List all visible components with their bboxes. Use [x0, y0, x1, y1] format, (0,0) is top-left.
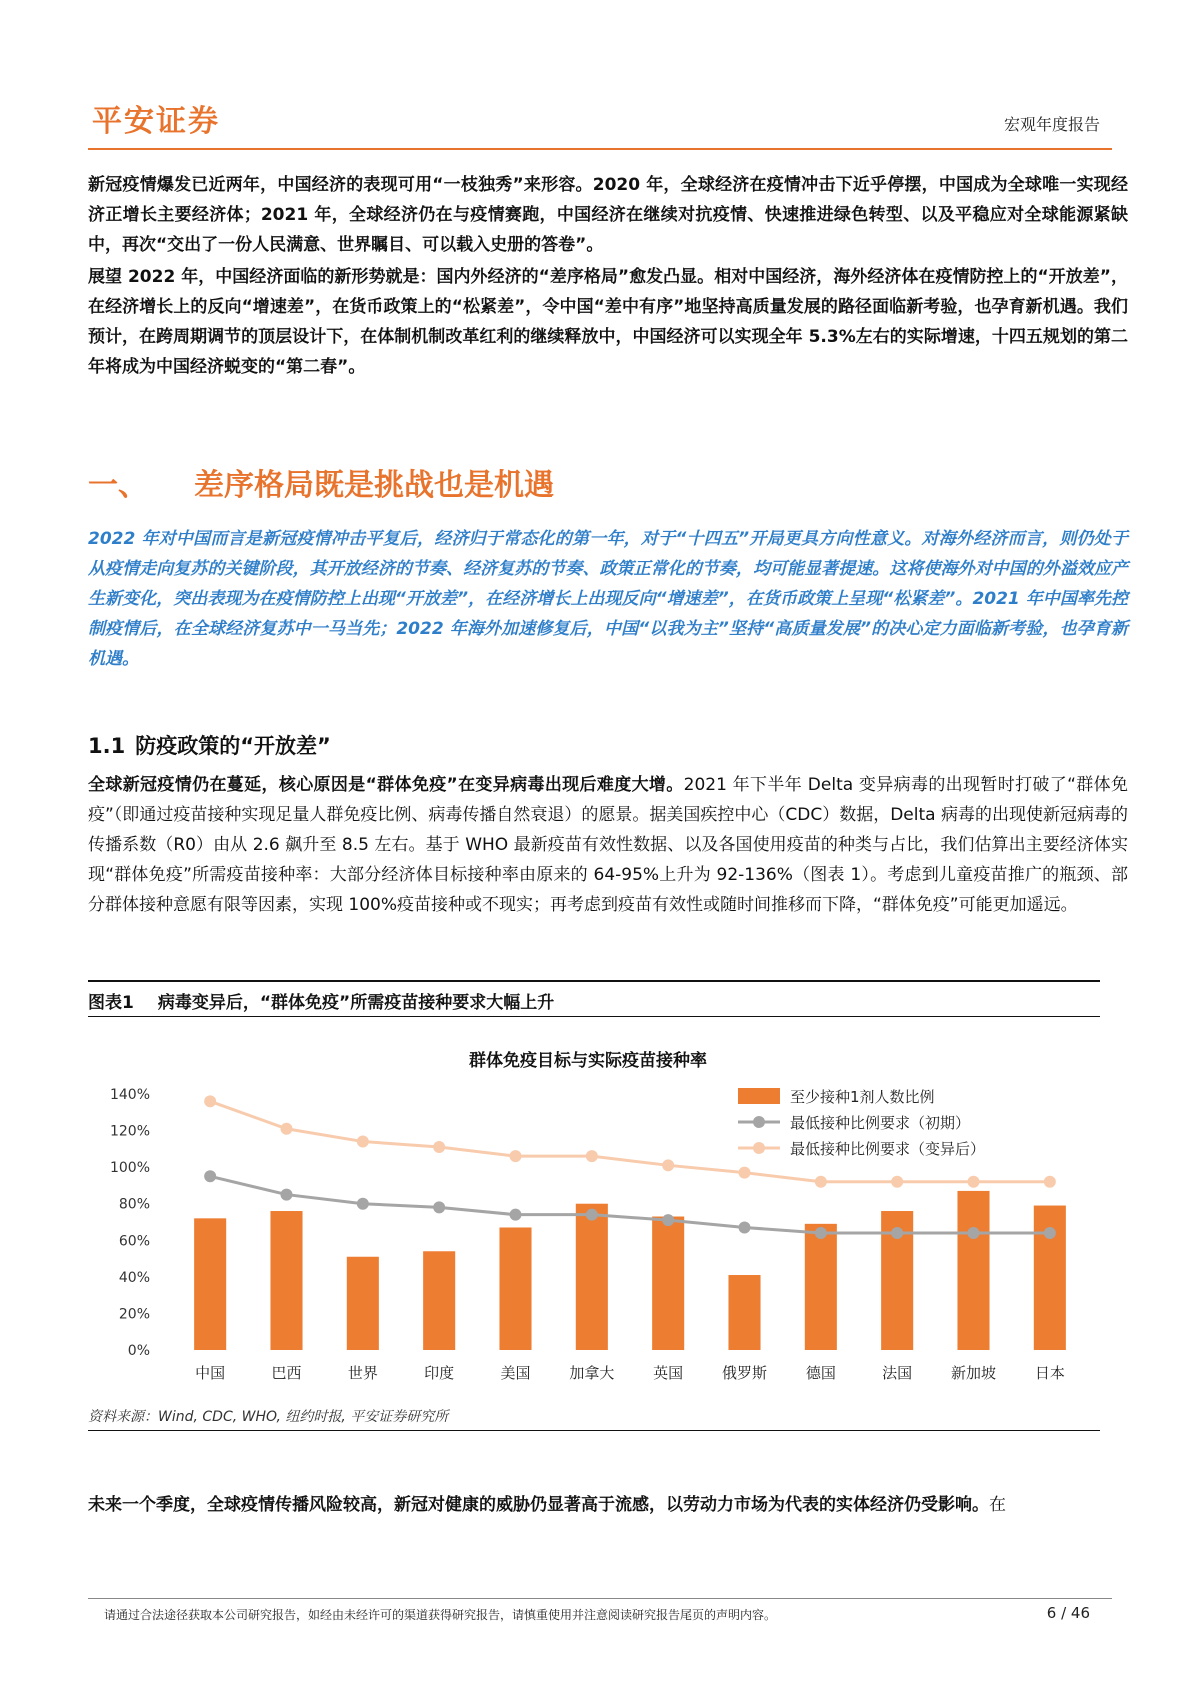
y-tick-label: 140% [109, 1087, 150, 1103]
bar [194, 1218, 226, 1350]
x-tick-label: 英国 [653, 1364, 684, 1382]
body-text: 2021 年下半年 Delta 变异病毒的出现暂时打破了“群体免疫”（即通过疫苗接种实现足量人群免疫比例、病毒传播自然衰退）的愿景。据美国疾控中心（CDC）数据，Delta 病毒的出现使新冠病毒的传播系数（R0）由从 2.6 飙升至 8.5 左右。基于 WHO 最新疫苗有效性数据、以及各国使用疫苗的种类与占比，我们估算出主要经济体实现“群体免疫”所需疫苗接种率：大部分经济体目标接种率由原来的 64-95%上升为 92-136%（图表 1）。考虑到儿童疫苗推广的瓶颈、部分群体接种意愿有限等因素，实现 100%疫苗接种或不现实；再考虑到疫苗有效性或随时间推移而下降，“群体免疫”可能更加遥远。 [88, 775, 1128, 915]
bar [347, 1257, 379, 1350]
data-point [739, 1221, 751, 1233]
y-tick-label: 60% [118, 1233, 150, 1250]
data-point [510, 1150, 522, 1162]
data-point [815, 1227, 827, 1239]
data-point [204, 1170, 216, 1182]
figure-source: 资料来源：Wind, CDC, WHO, 纽约时报, 平安证券研究所 [88, 1409, 449, 1425]
y-tick-label: 20% [118, 1306, 150, 1323]
figure-label: 图表1 [88, 993, 134, 1013]
bar [576, 1204, 608, 1350]
legend-marker [753, 1142, 765, 1154]
y-tick-label: 40% [118, 1269, 150, 1286]
data-point [968, 1176, 980, 1188]
data-point [891, 1176, 903, 1188]
legend-label: 至少接种1剂人数比例 [790, 1088, 935, 1106]
closing-bold: 未来一个季度，全球疫情传播风险较高，新冠对健康的威胁仍显著高于流感，以劳动力市场为代表的实体经济仍受影响。 [88, 1495, 989, 1515]
bar [728, 1275, 760, 1350]
intro-paragraph-2: 展望 2022 年，中国经济面临的新形势就是：国内外经济的“差序格局”愈发凸显。相对中国经济，海外经济体在疫情防控上的“开放差”，在经济增长上的反向“增速差”，在货币政策上的“松紧差”，令中国“差中有序”地坚持高质量发展的路径面临新考验，也孕育新机遇。我们预计，在跨周期调节的顶层设计下，在体制机制改革红利的继续释放中，中国经济可以实现全年 5.3%左右的实际增速，十四五规划的第二年将成为中国经济蜕变的“第二春”。 [88, 267, 1128, 377]
vaccination-chart [88, 1024, 1100, 1396]
section-title [88, 460, 554, 504]
y-tick-label: 120% [109, 1123, 150, 1140]
x-tick-label: 美国 [500, 1364, 531, 1382]
figure-bottom-rule [88, 1430, 1100, 1431]
x-tick-label: 世界 [347, 1364, 378, 1382]
legend-swatch [738, 1088, 780, 1104]
page-number: 6 / 46 [1046, 1604, 1090, 1622]
figure-caption [88, 988, 554, 1013]
data-point [1044, 1176, 1056, 1188]
x-tick-label: 日本 [1034, 1364, 1065, 1382]
x-tick-label: 加拿大 [569, 1364, 615, 1382]
figure-mid-rule [88, 1016, 1100, 1017]
data-point [281, 1123, 293, 1135]
footer-divider [88, 1598, 1112, 1599]
footer-disclaimer: 请通过合法途径获取本公司研究报告，如经由未经许可的渠道获得研究报告，请慎重使用并注意阅读研究报告尾页的声明内容。 [104, 1608, 777, 1622]
section-heading: 差序格局既是挑战也是机遇 [194, 468, 554, 503]
x-tick-label: 新加坡 [950, 1364, 997, 1382]
data-point [739, 1167, 751, 1179]
section-summary: 2022 年对中国而言是新冠疫情冲击平复后，经济归于常态化的第一年，对于“十四五”开局更具方向性意义。对海外经济而言，则仍处于从疫情走向复苏的关键阶段，其开放经济的节奏、经济复苏的节奏、政策正常化的节奏，均可能显著提速。这将使海外对中国的外溢效应产生新变化，突出表现为在疫情防控上出现“开放差”，在经济增长上出现反向“增速差”，在货币政策上呈现“松紧差”。2021 年中国率先控制疫情后，在全球经济复苏中一马当先；2022 年海外加速修复后，中国“以我为主”坚持“高质量发展”的决心定力面临新考验，也孕育新机遇。 [88, 529, 1128, 669]
x-tick-label: 巴西 [271, 1364, 302, 1382]
bar [499, 1227, 531, 1350]
data-point [815, 1176, 827, 1188]
brand-logo: 平安证券 [92, 104, 220, 139]
data-point [510, 1209, 522, 1221]
data-point [357, 1198, 369, 1210]
x-tick-label: 法国 [882, 1364, 913, 1382]
closing-paragraph [88, 1490, 1128, 1520]
y-tick-label: 0% [127, 1343, 150, 1359]
chart-title: 群体免疫目标与实际疫苗接种率 [469, 1051, 707, 1071]
data-point [204, 1095, 216, 1107]
legend-label: 最低接种比例要求（初期） [790, 1114, 971, 1132]
x-axis [195, 1364, 1065, 1382]
chart-legend [738, 1088, 985, 1158]
figure-top-rule [88, 980, 1100, 982]
data-point [662, 1159, 674, 1171]
data-point [357, 1136, 369, 1148]
data-point [891, 1227, 903, 1239]
y-tick-label: 80% [118, 1196, 150, 1213]
bar-series [194, 1191, 1066, 1350]
data-point [1044, 1227, 1056, 1239]
data-point [433, 1201, 445, 1213]
subsection-heading: 防疫政策的“开放差” [135, 734, 331, 758]
data-point [968, 1227, 980, 1239]
report-type: 宏观年度报告 [1003, 115, 1100, 134]
x-tick-label: 印度 [424, 1364, 455, 1382]
section-number: 一、 [88, 468, 148, 503]
y-axis [110, 1087, 150, 1359]
subsection-paragraph [88, 770, 1128, 920]
legend-label: 最低接种比例要求（变异后） [790, 1140, 986, 1158]
series-line [210, 1176, 1050, 1233]
data-point [281, 1189, 293, 1201]
bar [957, 1191, 989, 1350]
bar [805, 1224, 837, 1350]
legend-marker [753, 1116, 765, 1128]
subsection-title [88, 730, 331, 760]
closing-normal: 在 [989, 1495, 1006, 1515]
x-tick-label: 中国 [195, 1364, 226, 1382]
data-point [586, 1150, 598, 1162]
lead-sentence: 全球新冠疫情仍在蔓延，核心原因是“群体免疫”在变异病毒出现后难度大增。 [88, 775, 684, 795]
subsection-number: 1.1 [88, 734, 126, 758]
bar [652, 1217, 684, 1350]
data-point [586, 1209, 598, 1221]
bar [270, 1211, 302, 1350]
x-tick-label: 德国 [805, 1364, 836, 1382]
intro-paragraph-1: 新冠疫情爆发已近两年，中国经济的表现可用“一枝独秀”来形容。2020 年，全球经济在疫情冲击下近乎停摆，中国成为全球唯一实现经济正增长主要经济体；2021 年，全球经济仍在与疫情赛跑，中国经济在继续对抗疫情、快速推进绿色转型、以及平稳应对全球能源紧缺中，再次“交出了一份人民满意、世界瞩目、可以载入史册的答卷”。 [88, 175, 1128, 255]
data-point [433, 1141, 445, 1153]
x-tick-label: 俄罗斯 [721, 1364, 768, 1382]
y-tick-label: 100% [109, 1160, 150, 1177]
figure-title: 病毒变异后，“群体免疫”所需疫苗接种要求大幅上升 [157, 993, 555, 1013]
header-divider [88, 148, 1112, 150]
data-point [662, 1214, 674, 1226]
bar [423, 1251, 455, 1350]
